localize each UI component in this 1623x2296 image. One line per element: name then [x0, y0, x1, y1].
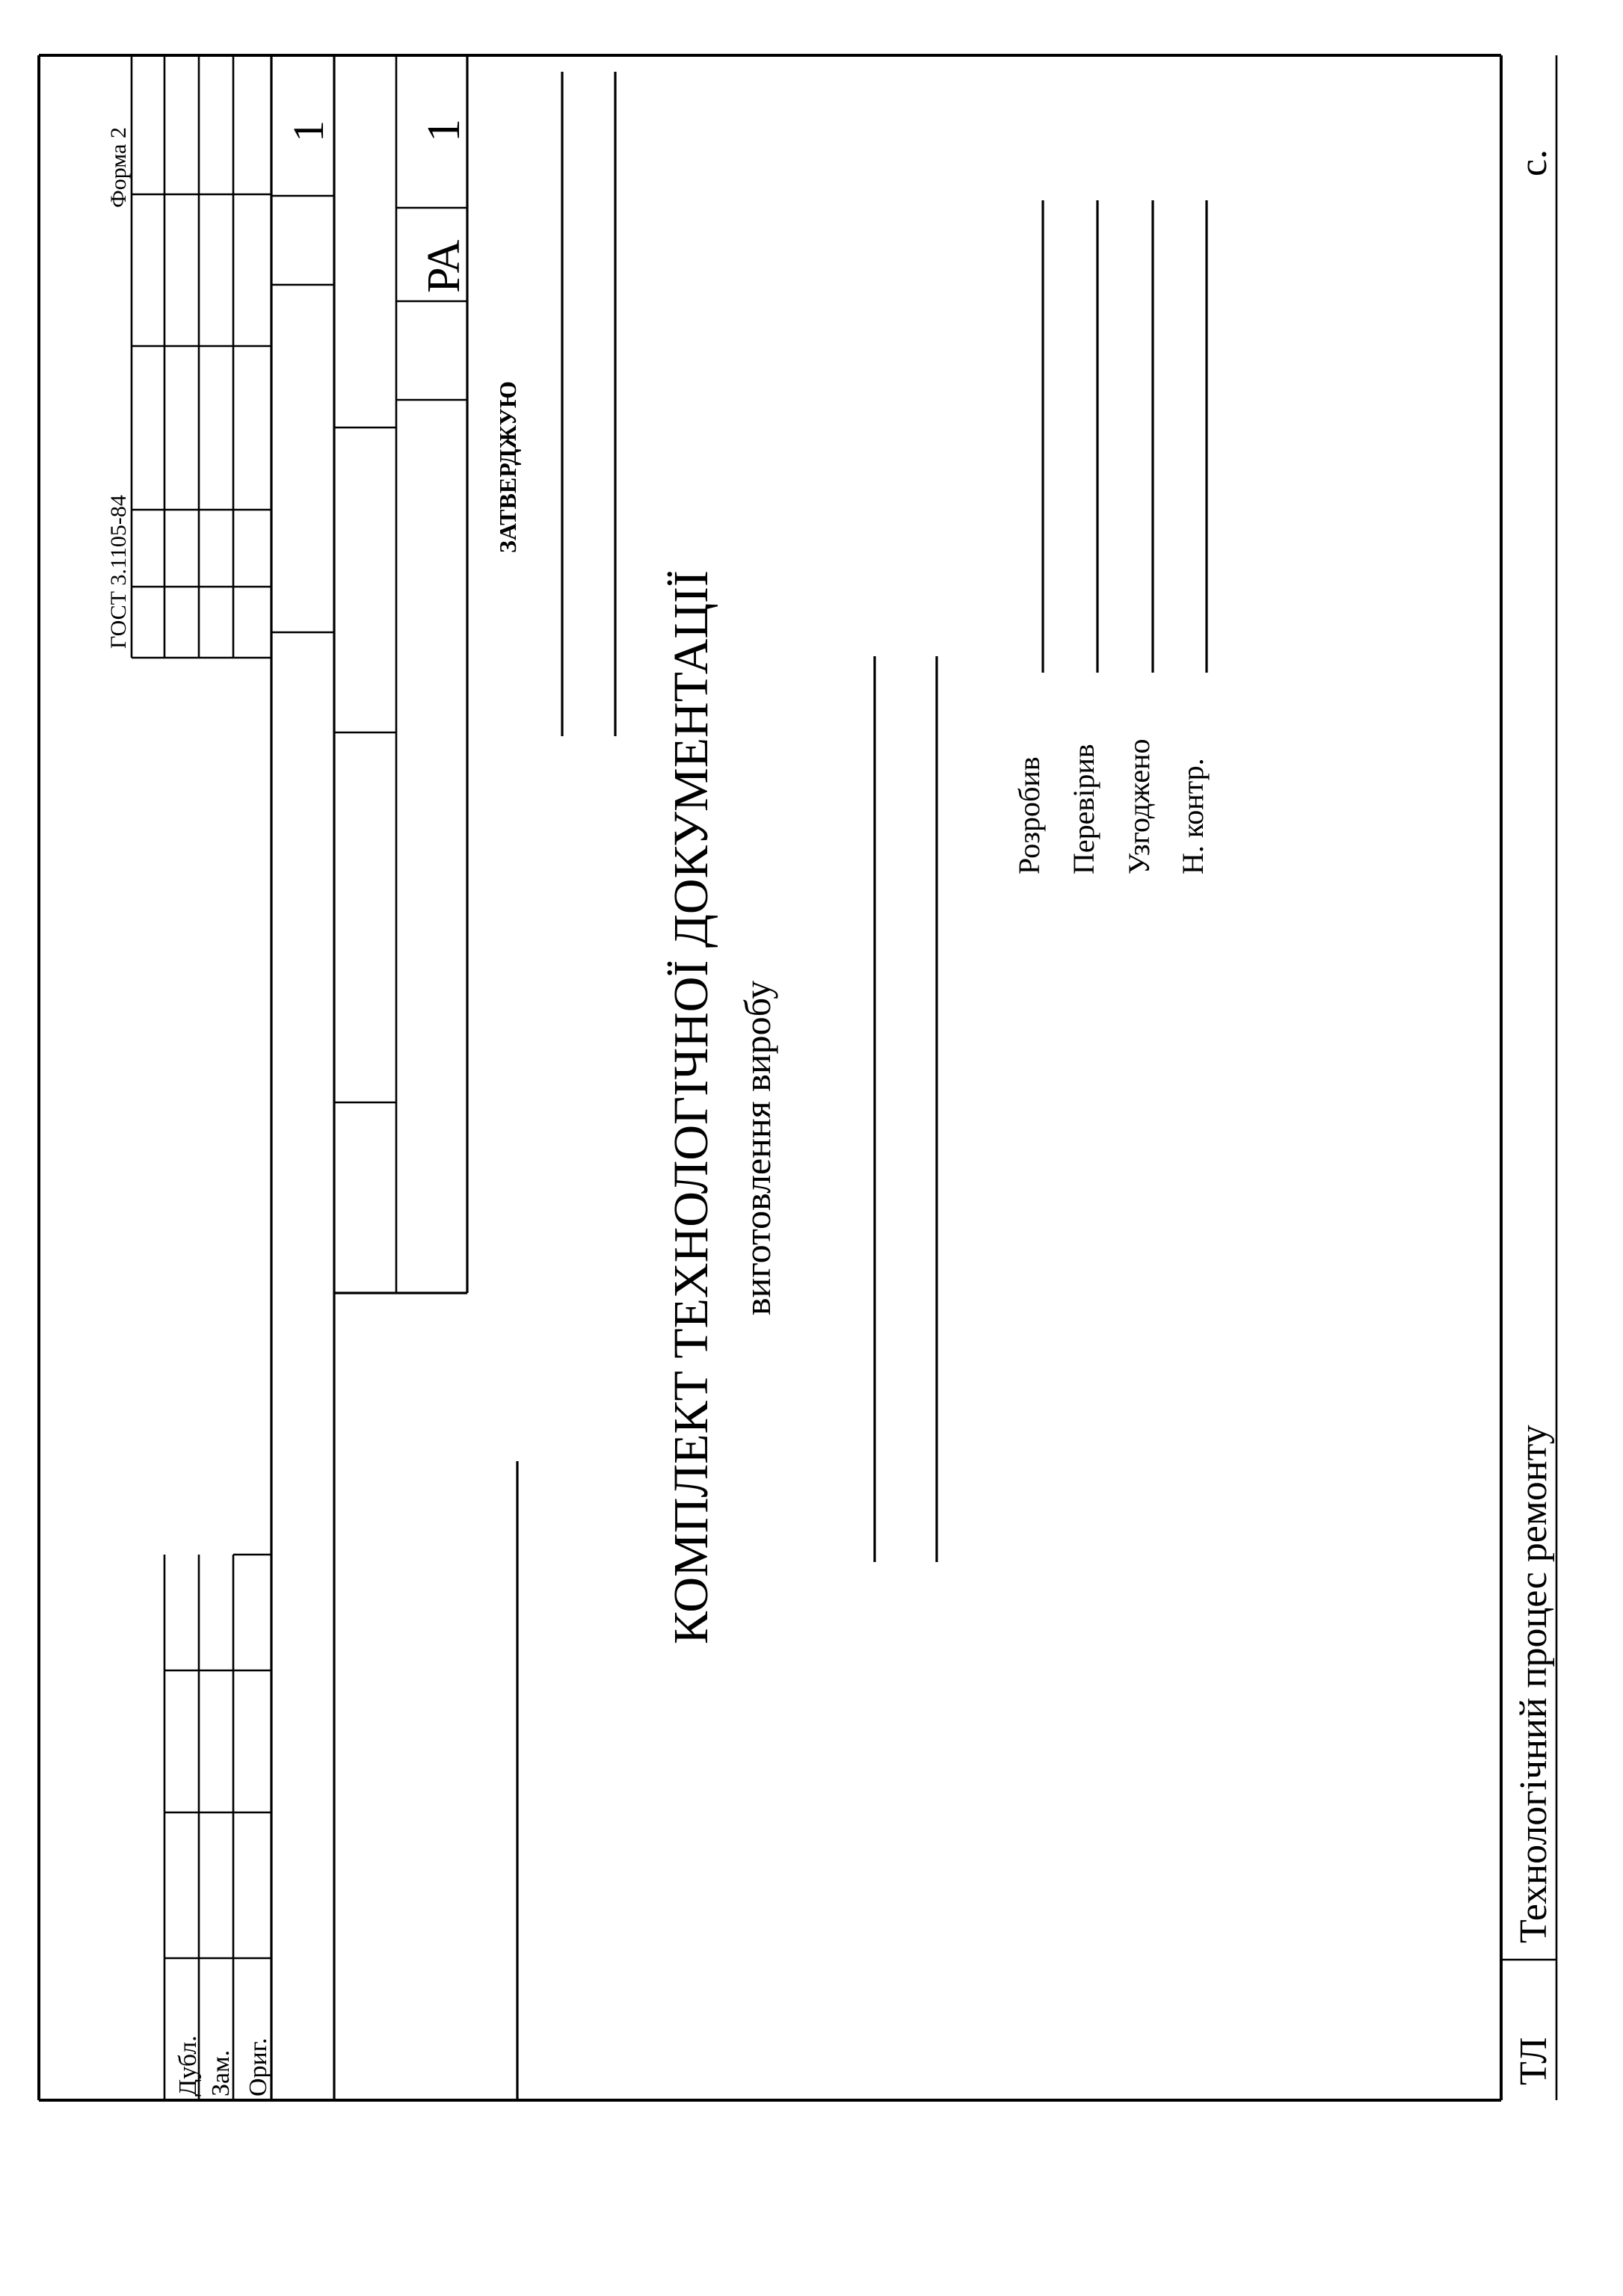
title-subtitle: виготовлення виробу: [736, 980, 778, 1315]
page-count: 1: [284, 120, 333, 142]
approval-label: ЗАТВЕРДЖУЮ: [494, 380, 521, 553]
approval-lines: [517, 72, 615, 2100]
header-grid: [132, 55, 467, 2100]
sheet-number: 1: [419, 119, 469, 142]
footer-doc-title: Технологічний процес ремонту: [1512, 1425, 1555, 1943]
footer-page-label: с.: [1512, 149, 1555, 176]
title-lines: [875, 656, 937, 1562]
title-main: КОМПЛЕКТ ТЕХНОЛОГІЧНОЇ ДОКУМЕНТАЦІЇ: [664, 570, 718, 1644]
sig-agreed-label: Узгоджено: [1122, 738, 1156, 874]
sig-developed-label: Розробив: [1012, 756, 1046, 874]
footer-doc-code: ТЛ: [1512, 2037, 1555, 2085]
sig-checked-label: Перевірив: [1067, 744, 1100, 874]
form-label: Форма 2: [106, 127, 131, 208]
orig-label: Ориг.: [244, 2037, 272, 2096]
sig-norm-control-label: Н. контр.: [1176, 758, 1210, 874]
form-standard: ГОСТ 3.1105-84: [106, 495, 131, 649]
dubl-label: Дубл.: [174, 2035, 202, 2096]
revision-block: [164, 1555, 271, 2100]
signature-lines: [1043, 200, 1207, 673]
zam-label: Зам.: [207, 2049, 235, 2096]
letter-code: РА: [419, 239, 469, 293]
